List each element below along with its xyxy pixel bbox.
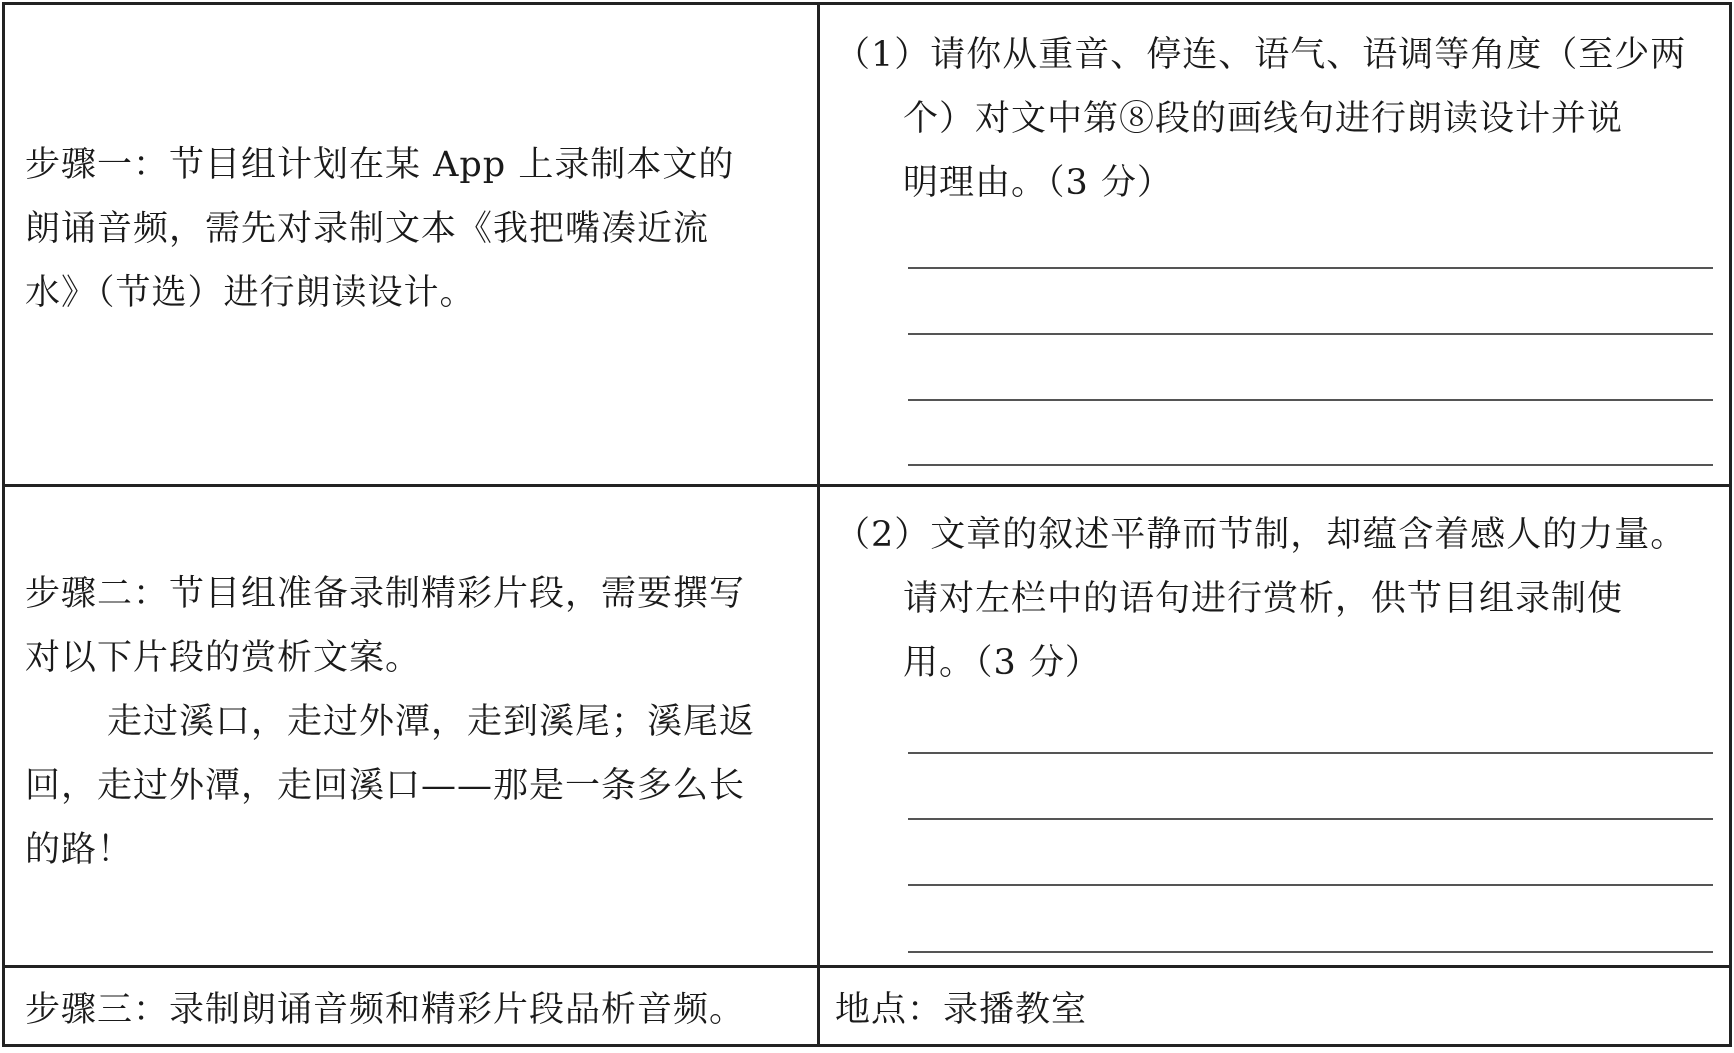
excerpt-line: 走过溪口，走过外潭，走到溪尾；溪尾返 <box>107 702 756 742</box>
step1-text <box>25 133 800 325</box>
step1-line: 水》（节选）进行朗读设计。 <box>25 273 476 313</box>
excerpt-line: 的路！ <box>25 830 134 870</box>
question-2 <box>835 503 1720 695</box>
question-1-line: 明理由。（3 分） <box>903 163 1173 203</box>
question-1-line: 个）对文中第⑧段的画线句进行朗读设计并说 <box>903 99 1624 139</box>
step2-text <box>25 562 800 882</box>
excerpt-line: 回，走过外潭，走回溪口——那是一条多么长 <box>25 766 746 806</box>
step2-line: 对以下片段的赏析文案。 <box>25 638 422 678</box>
row-divider-1 <box>5 484 1729 487</box>
answer-line[interactable] <box>908 752 1713 754</box>
location-text: 地点：录播教室 <box>835 990 1088 1030</box>
answer-line[interactable] <box>908 951 1713 953</box>
step2-line: 步骤二：节目组准备录制精彩片段，需要撰写 <box>25 574 746 614</box>
answer-line[interactable] <box>908 267 1713 269</box>
step3-text: 步骤三：录制朗诵音频和精彩片段品析音频。 <box>25 990 746 1030</box>
question-1 <box>835 23 1720 215</box>
answer-line[interactable] <box>908 884 1713 886</box>
answer-line[interactable] <box>908 464 1713 466</box>
question-2-line: （2）文章的叙述平静而节制，却蕴含着感人的力量。 <box>835 515 1687 555</box>
row-divider-2 <box>5 965 1729 968</box>
answer-line[interactable] <box>908 818 1713 820</box>
answer-line[interactable] <box>908 399 1713 401</box>
question-1-line: （1）请你从重音、停连、语气、语调等角度（至少两 <box>835 35 1687 75</box>
question-2-line: 用。（3 分） <box>903 643 1101 683</box>
column-divider <box>817 5 820 1044</box>
step1-line: 步骤一：节目组计划在某 App 上录制本文的 <box>25 145 735 185</box>
worksheet-table <box>2 2 1732 1047</box>
question-2-line: 请对左栏中的语句进行赏析，供节目组录制使 <box>903 579 1624 619</box>
step1-line: 朗诵音频，需先对录制文本《我把嘴凑近流 <box>25 209 710 249</box>
answer-line[interactable] <box>908 333 1713 335</box>
